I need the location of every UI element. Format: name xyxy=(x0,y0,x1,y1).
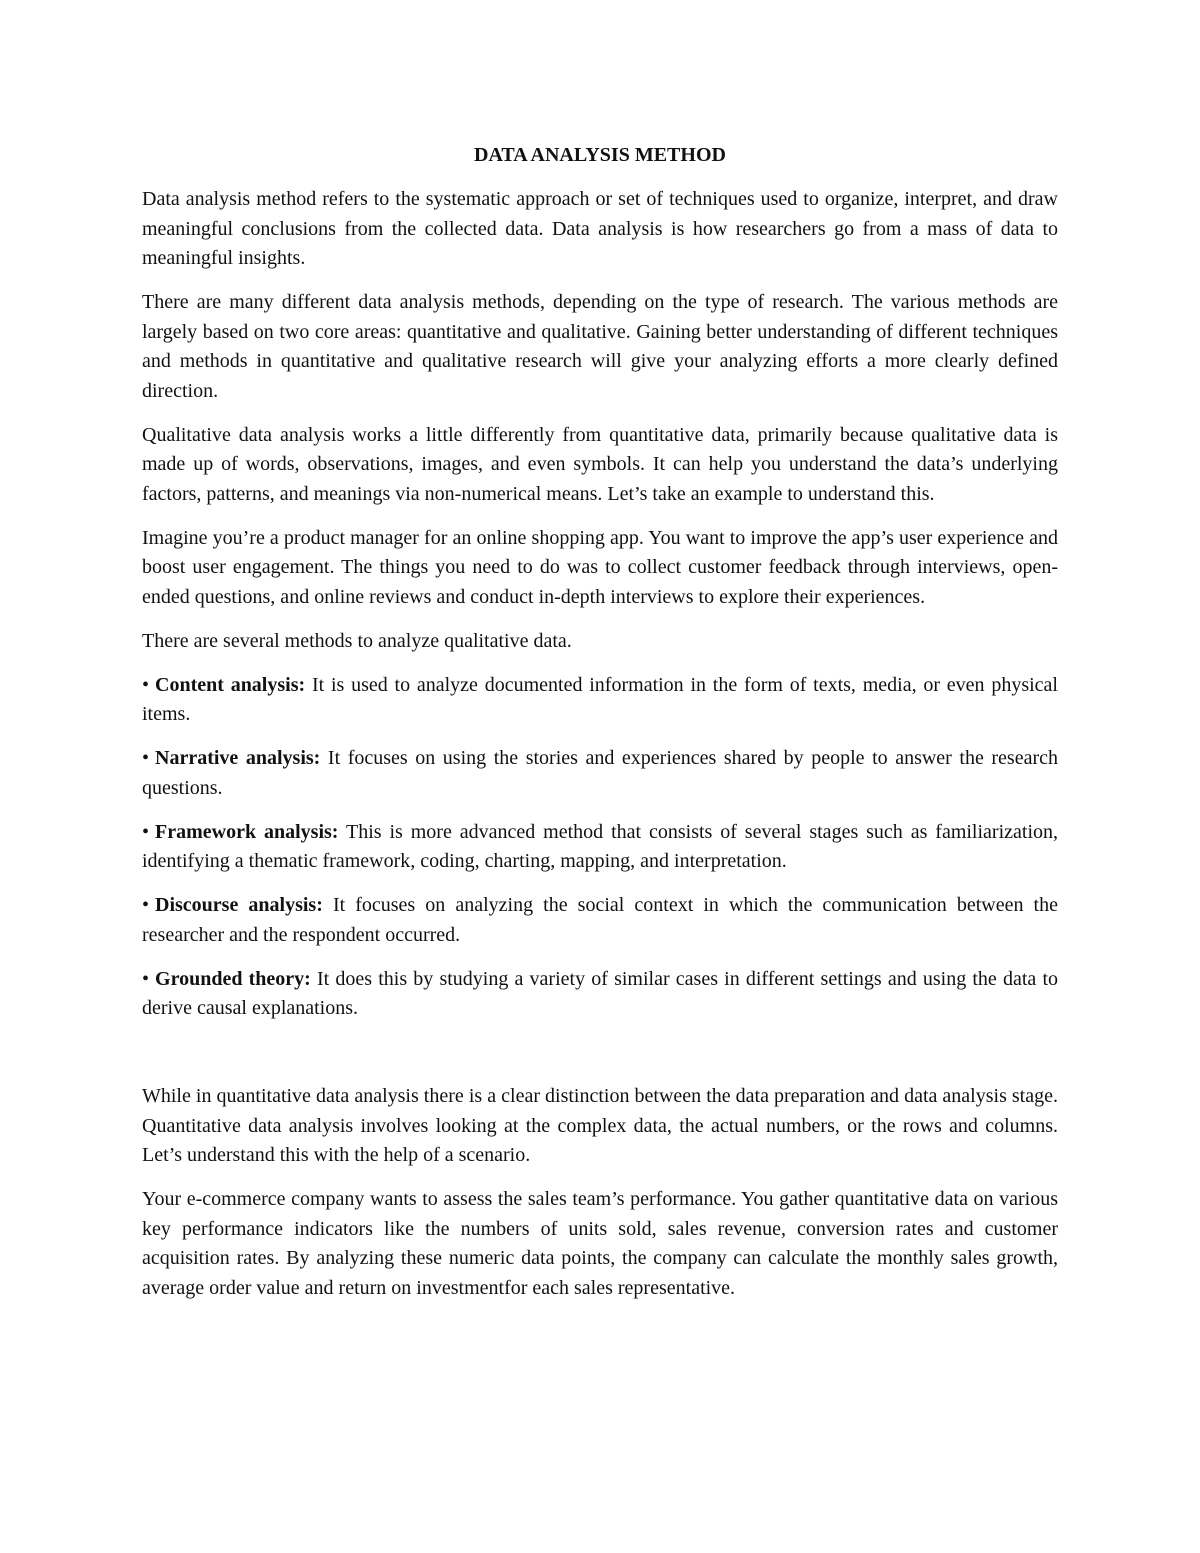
bullet-term: Content analysis: xyxy=(155,673,306,696)
paragraph-qualitative-methods-lead: There are several methods to analyze qualitative data. xyxy=(142,629,572,652)
paragraph-product-manager-example: Imagine you’re a product manager for an online shopping app. You want to improve the app’s user experience and boost user engagement. The things you need to do was to collect customer feedback through interviews, open-ended questions, and online reviews and conduct in-depth interviews to explore their experiences. xyxy=(142,526,1058,608)
blank-line-spacer xyxy=(142,1038,1058,1082)
paragraph-quantitative-intro: While in quantitative data analysis there is a clear distinction between the data preparation and data analysis stage. Quantitative data analysis involves looking at the complex data, the actual numbers, or the rows and columns. Let’s understand this with the help of a scenario. xyxy=(142,1085,1058,1166)
paragraph-ecommerce-example: Your e-commerce company wants to assess the sales team’s performance. You gather quantitative data on various key performance indicators like the numbers of units sold, sales revenue, conversion rates and customer acquisition rates. By analyzing these numeric data points, the company can calculate the monthly sales growth, average order value and return on investmentfor each sales representative. xyxy=(142,1188,1058,1299)
bullet-text: It focuses on using the stories and experiences shared by people to answer the research questions. xyxy=(142,747,1059,799)
bullet-grounded-theory xyxy=(142,965,1058,1024)
paragraph-qualitative-intro: Qualitative data analysis works a little differently from quantitative data, primarily because qualitative data is made up of words, observations, images, and even symbols. It can help you understand the data’s underlying factors, patterns, and meanings via non-numerical means. Let’s take an example to understand this. xyxy=(142,423,1058,505)
document-page xyxy=(142,140,1058,1318)
paragraph-methods-overview: There are many different data analysis methods, depending on the type of research. The various methods are largely based on two core areas: quantitative and qualitative. Gaining better understanding of different techniques and methods in quantitative and qualitative research will give your analyzing efforts a more clearly defined direction. xyxy=(142,291,1058,402)
document-title: DATA ANALYSIS METHOD xyxy=(474,144,726,166)
bullet-text: It focuses on analyzing the social context in which the communication between the researcher and the respondent occurred. xyxy=(142,894,1058,946)
bullet-framework-analysis xyxy=(142,818,1058,877)
bullet-discourse-analysis xyxy=(142,891,1058,950)
bullet-text: It does this by studying a variety of similar cases in different settings and using the data to derive causal explanations. xyxy=(142,967,1059,1019)
bullet-content-analysis xyxy=(142,671,1058,730)
paragraph-definition: Data analysis method refers to the systematic approach or set of techniques used to organize, interpret, and draw meaningful conclusions from the collected data. Data analysis is how researchers go from a mass of data to meaningful insights. xyxy=(142,188,1058,269)
bullet-icon: • xyxy=(142,967,150,990)
bullet-icon: • xyxy=(142,894,150,916)
bullet-term: Grounded theory: xyxy=(155,967,311,990)
bullet-icon: • xyxy=(142,820,150,843)
bullet-text: It is used to analyze documented information in the form of texts, media, or even physical items. xyxy=(142,673,1058,725)
bullet-text: This is more advanced method that consists of several stages such as familiarization, identifying a thematic framework, coding, charting, mapping, and interpretation. xyxy=(142,820,1059,872)
bullet-term: Narrative analysis: xyxy=(155,747,321,769)
bullet-narrative-analysis xyxy=(142,744,1058,803)
bullet-term: Discourse analysis: xyxy=(155,894,323,916)
bullet-icon: • xyxy=(142,673,150,696)
bullet-icon: • xyxy=(142,747,150,769)
bullet-term: Framework analysis: xyxy=(155,820,339,843)
